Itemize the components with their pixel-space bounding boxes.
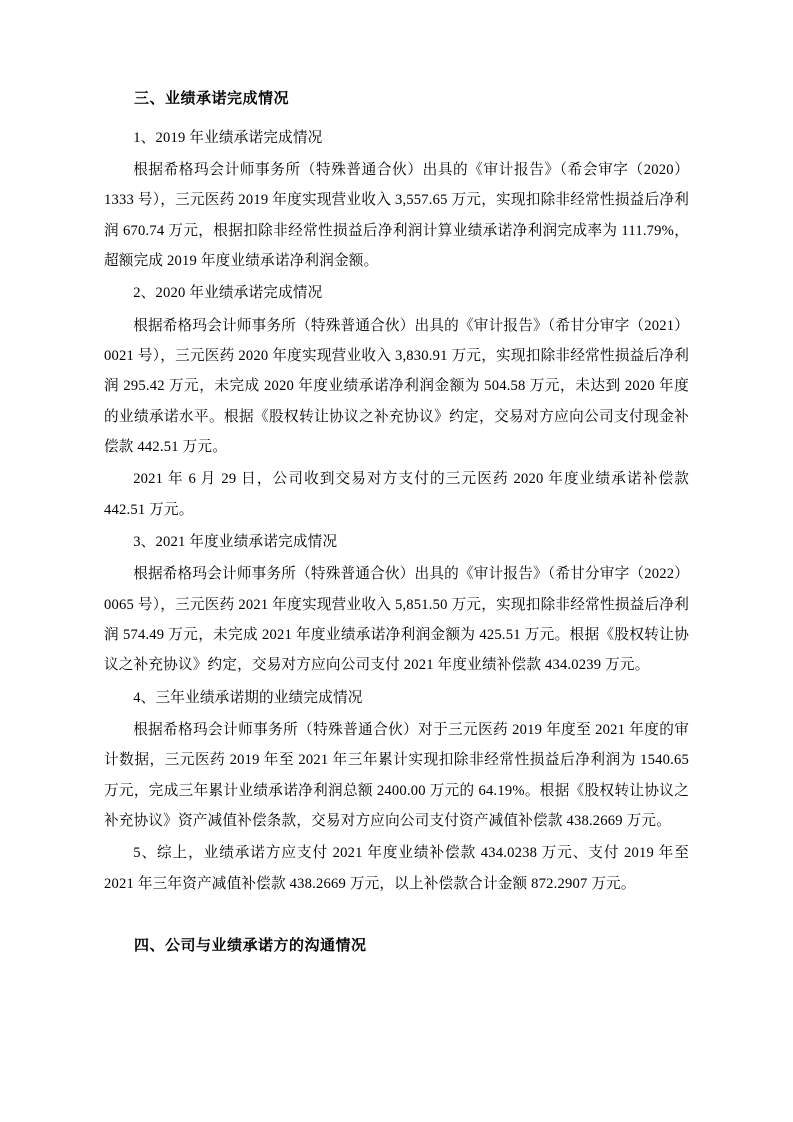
paragraph-2020-compensation-received: 2021 年 6 月 29 日，公司收到交易对方支付的三元医药 2020 年度业绩承诺补偿款 442.51 万元。 (104, 471, 689, 518)
subsection-heading-2019: 1、2019 年业绩承诺完成情况 (133, 129, 323, 146)
paragraph-2019-result: 根据希格玛会计师事务所（特殊普通合伙）出具的《审计报告》（希会审字（2020）1333 号），三元医药 2019 年度实现营业收入 3,557.65 万元，实现扣除非经常性损益后净利润 670.74 万元，根据扣除非经常性损益后净利润计算业绩承诺净利润完成率为 111.79%，超额完成 2019 年度业绩承诺净利润金额。 (104, 161, 689, 269)
subsection-heading-2021: 3、2021 年度业绩承诺完成情况 (133, 533, 338, 550)
paragraph-2020-result: 根据希格玛会计师事务所（特殊普通合伙）出具的《审计报告》（希甘分审字（2021）0021 号），三元医药 2020 年度实现营业收入 3,830.91 万元，实现扣除非经常性损益后净利润 295.42 万元，未完成 2020 年度业绩承诺净利润金额为 504.58 万元，未达到 2020 年度的业绩承诺水平。根据《股权转让协议之补充协议》约定，交易对方应向公司支付现金补偿款 442.51 万元。 (104, 317, 690, 455)
subsection-heading-2020: 2、2020 年业绩承诺完成情况 (133, 285, 323, 302)
document-content (104, 84, 689, 970)
subsection-heading-three-year: 4、三年业绩承诺期的业绩完成情况 (133, 689, 363, 706)
paragraph-summary: 5、综上，业绩承诺方应支付 2021 年度业绩补偿款 434.0238 万元、支付 2019 年至 2021 年三年资产减值补偿款 438.2669 万元，以上补偿款合计金额 872.2907 万元。 (104, 845, 689, 892)
paragraph-2021-result: 根据希格玛会计师事务所（特殊普通合伙）出具的《审计报告》（希甘分审字（2022）0065 号），三元医药 2021 年度实现营业收入 5,851.50 万元，实现扣除非经常性损益后净利润 574.49 万元，未完成 2021 年度业绩承诺净利润金额为 425.51 万元。根据《股权转让协议之补充协议》约定，交易对方应向公司支付 2021 年度业绩补偿款 434.0239 万元。 (104, 566, 690, 674)
section-heading: 三、业绩承诺完成情况 (134, 89, 290, 107)
paragraph-three-year-result: 根据希格玛会计师事务所（特殊普通合伙）对于三元医药 2019 年度至 2021 年度的审计数据，三元医药 2019 年至 2021 年三年累计实现扣除非经常性损益后净利润为 1540.65 万元，完成三年累计业绩承诺净利润总额 2400.00 万元的 64.19%。根据《股权转让协议之补充协议》资产减值补偿条款，交易对方应向公司支付资产减值补偿款 438.2669 万元。 (104, 722, 689, 830)
next-section-heading: 四、公司与业绩承诺方的沟通情况 (134, 936, 367, 955)
